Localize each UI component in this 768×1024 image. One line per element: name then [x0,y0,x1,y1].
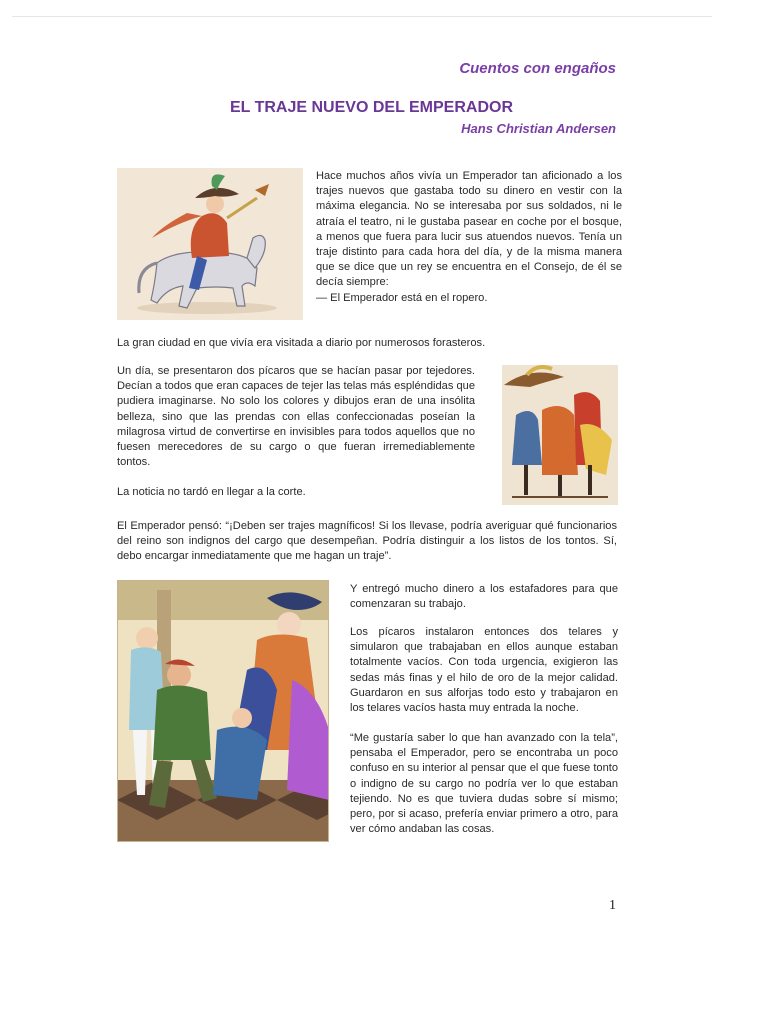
author-name: Hans Christian Andersen [461,121,616,136]
paragraph-3: Un día, se presentaron dos pícaros que se hacían pasar por tejedores. Decían a todos que eran capaces de tejer las telas más espléndidas que pudiera imaginarse. No solo los colores y dibujos eran de una insólita belleza, sino que las prendas con ellas confeccionadas poseían la milagrosa virtud de convertirse en invisibles para todos aquellos que no fuesen merecedores de su cargo o que fueran irremediablemente tontos. [117,365,475,469]
paragraph-5: El Emperador pensó: “¡Deben ser trajes magníficos! Si los llevase, podría averiguar qué funcionarios del reino son indignos del cargo que desempeñan. Podría distinguir a los listos de los tontos. Sí, debo encargar inmediatamente que me hagan un traje”. [117,520,617,563]
tailor-mannequins-illustration [502,365,618,505]
paragraph-4: La noticia no tardó en llegar a la corte. [117,486,306,498]
paragraph-7: Los pícaros instalaron entonces dos telares y simularon que trabajaban en ellos aunque estaban totalmente vacíos. Con toda urgencia, exigieron las sedas más finas y el hilo de oro de la mejor calidad. Guardaron en sus alforjas todo esto y trabajaron en los telares vacíos hasta muy entrada la noche. [350,626,618,715]
paragraph-1: Hace muchos años vivía un Emperador tan aficionado a los trajes nuevos que gastaba todo su dinero en vestir con la máxima elegancia. No se interesaba por sus soldados, ni le atraía el teatro, ni le gustaba pasear en coche por el bosque, a menos que fuera para lucir sus atuendos nuevos. Tenía un traje distinto para cada hora del día, y de la misma manera que se dice que un rey se encuentra en el Consejo, de él se decía siempre: [316,170,622,289]
royal-court-illustration [117,580,329,842]
paragraph-2: La gran ciudad en que vivía era visitada a diario por numerosos forasteros. [117,337,486,349]
page-number: 1 [609,898,616,913]
paragraph-8: “Me gustaría saber lo que han avanzado con la tela”, pensaba el Emperador, pero se encontraba un poco confuso en su interior al pensar que el que fuese tonto o indigno de su cargo no podría ver lo que estaban tejiendo. No es que tuviera dudas sobre sí mismo; pero, por si acaso, prefería enviar primero a otro, para ver cómo andaban las cosas. [350,732,618,836]
series-title: Cuentos con engaños [459,60,616,77]
paragraph-1-dialog: — El Emperador está en el ropero. [316,292,488,304]
paragraph-6: Y entregó mucho dinero a los estafadores para que comenzaran su trabajo. [350,583,618,611]
emperor-on-horse-illustration [117,168,303,320]
top-rule [12,16,712,17]
story-title: EL TRAJE NUEVO DEL EMPERADOR [230,99,514,116]
